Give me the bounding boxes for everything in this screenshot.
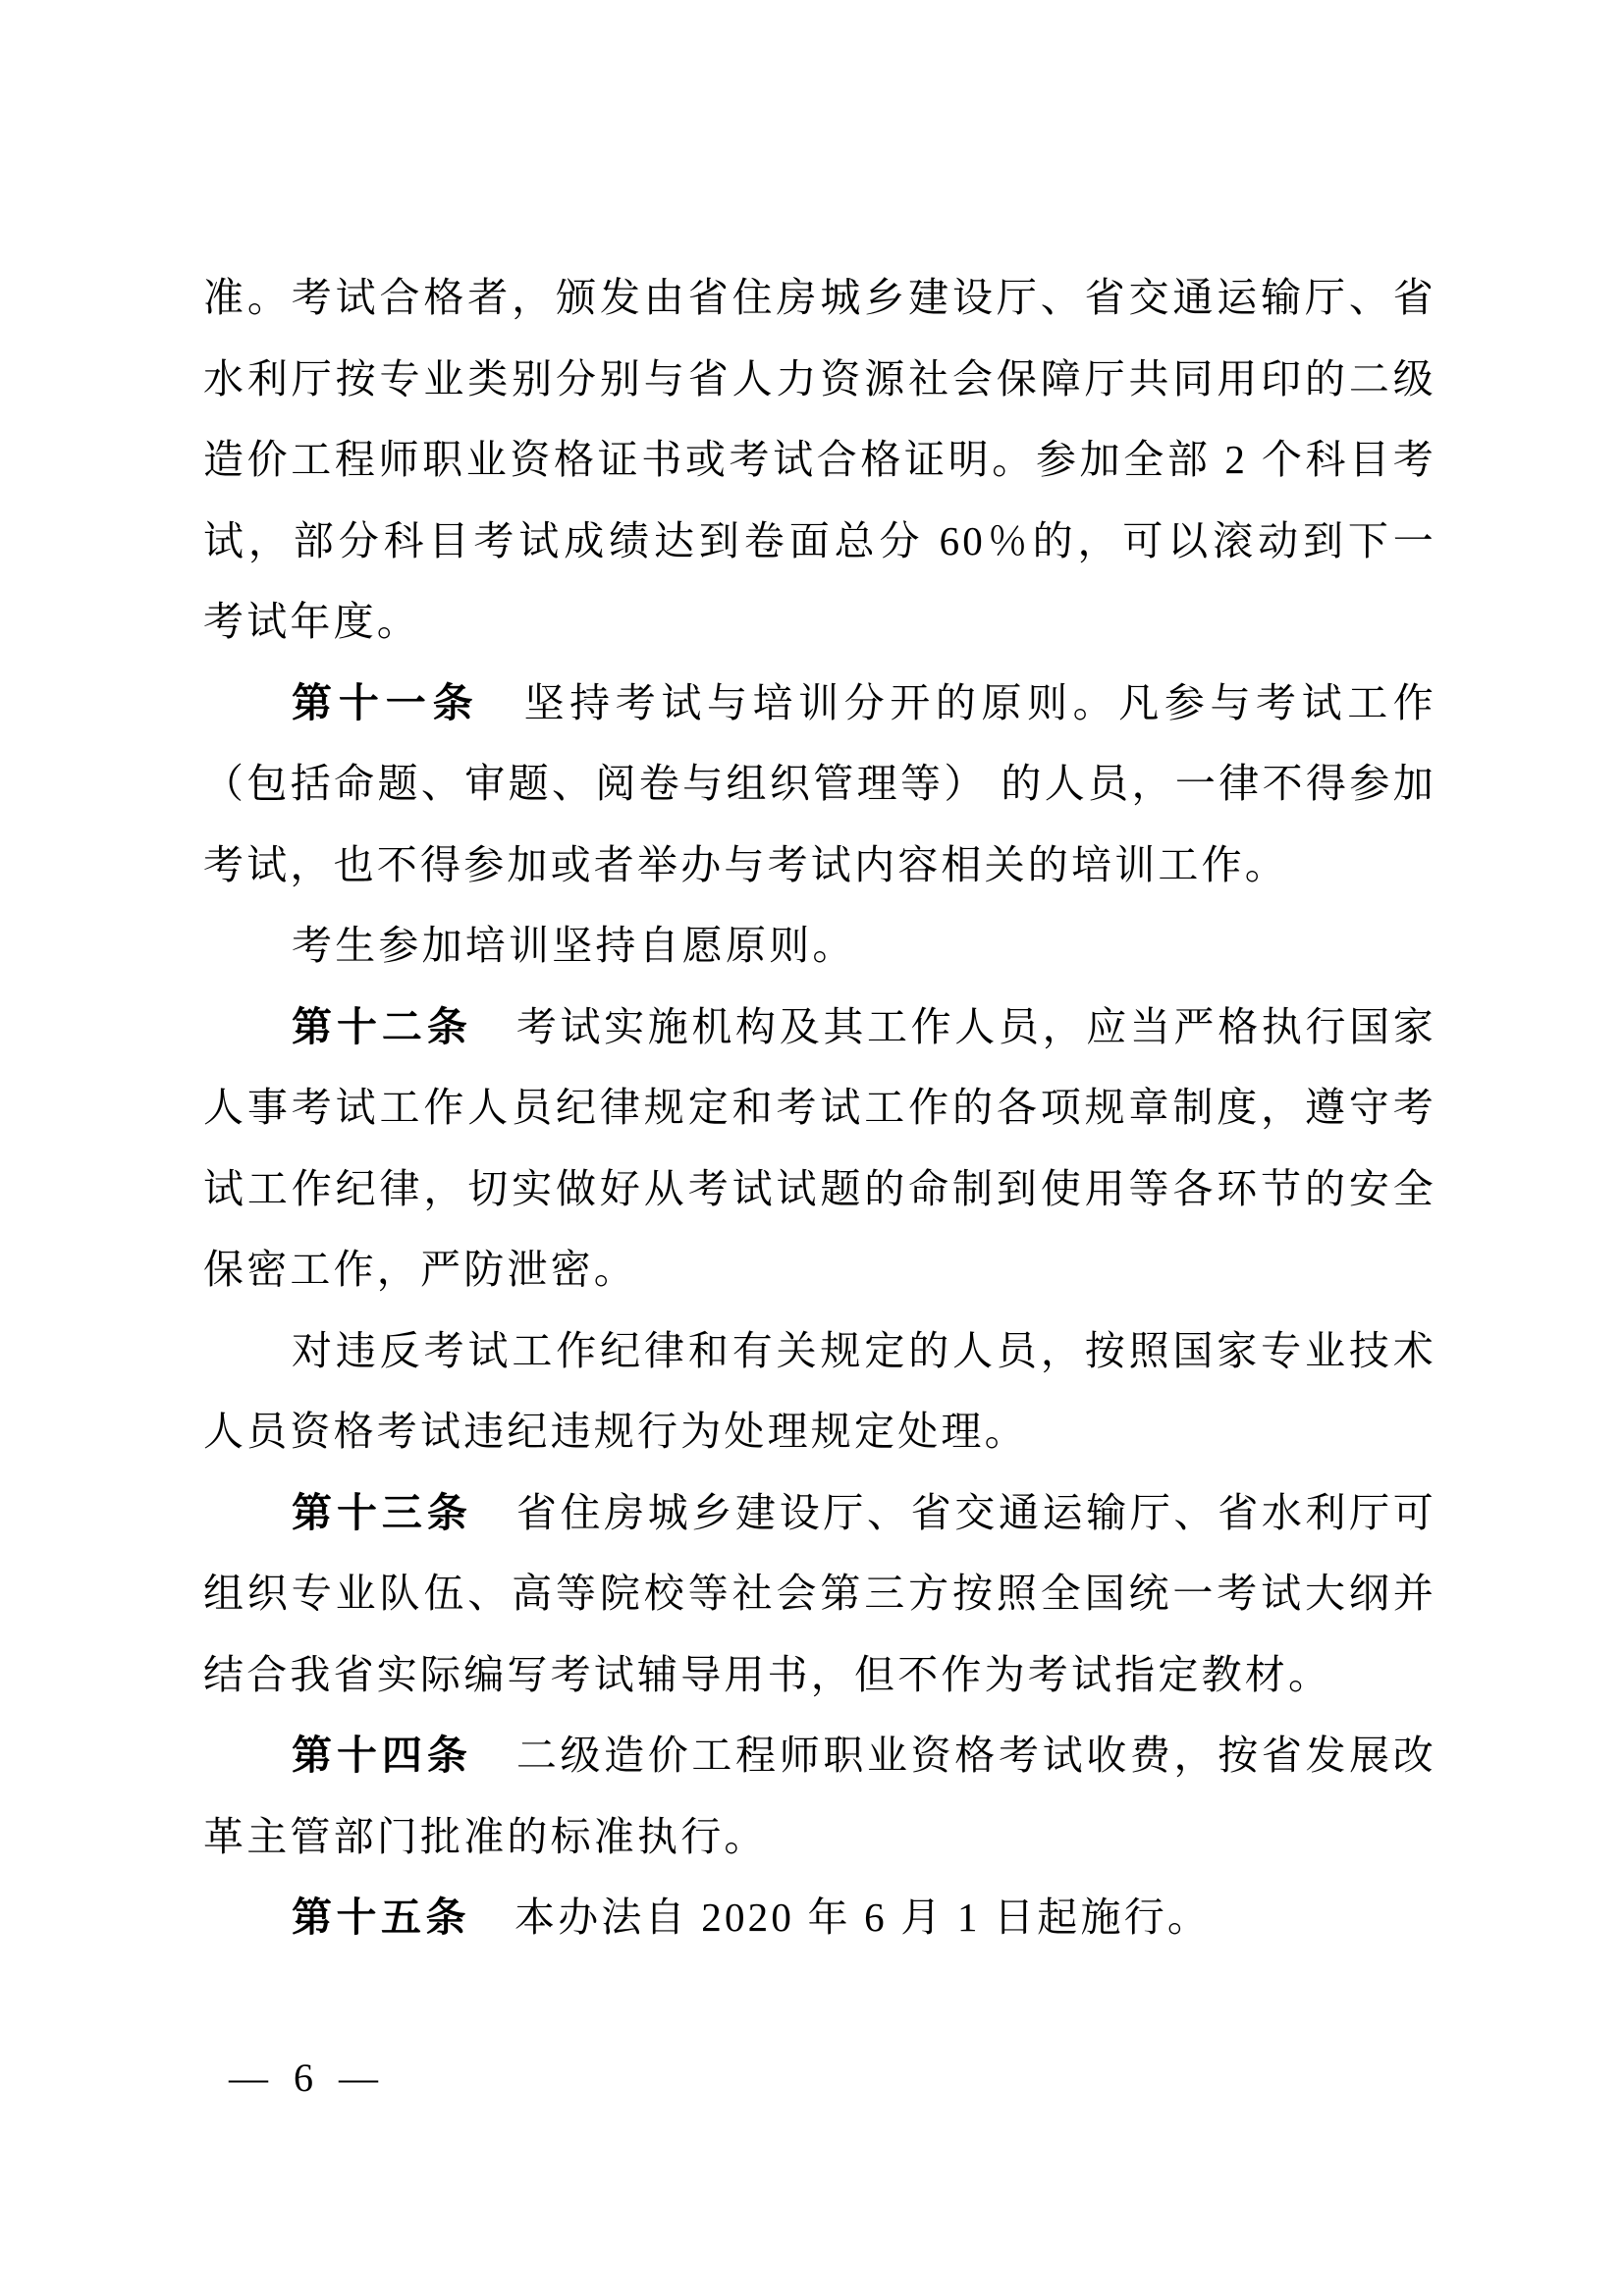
document-line (203, 1472, 1436, 1554)
document-line (203, 1553, 1436, 1634)
line-text: 考生参加培训坚持自愿原则。 (292, 923, 856, 968)
line-text: 本办法自 2020 年 6 月 1 日起施行。 (514, 1895, 1212, 1940)
article-number-label: 第十一条 (292, 679, 480, 725)
document-line (203, 1229, 1436, 1310)
document-line (203, 419, 1436, 501)
line-text: 人事考试工作人员纪律规定和考试工作的各项规章制度，遵守考 (203, 1085, 1436, 1130)
text-block (203, 257, 1436, 1958)
line-text: 考试年度。 (203, 599, 420, 644)
line-text: 坚持考试与培训分开的原则。凡参与考试工作 (523, 679, 1436, 725)
article-number-label: 第十三条 (292, 1489, 472, 1535)
document-line (203, 1715, 1436, 1796)
document-line (203, 905, 1436, 987)
document-line (203, 1634, 1436, 1716)
document-line (203, 339, 1436, 420)
article-number-label: 第十二条 (292, 1003, 472, 1049)
line-text: 二级造价工程师职业资格考试收费，按省发展改 (515, 1733, 1436, 1778)
document-line (203, 1148, 1436, 1230)
line-text: 水利厅按专业类别分别与省人力资源社会保障厅共同用印的二级 (203, 355, 1436, 401)
document-line (203, 825, 1436, 906)
document-line (203, 1877, 1436, 1958)
line-text: 试，部分科目考试成绩达到卷面总分 60％的，可以滚动到下一 (203, 517, 1436, 563)
document-line (203, 1067, 1436, 1148)
line-text: 考试，也不得参加或者举办与考试内容相关的培训工作。 (203, 841, 1288, 887)
document-line (203, 501, 1436, 582)
line-text: 结合我省实际编写考试辅导用书，但不作为考试指定教材。 (203, 1651, 1332, 1697)
page-number: — 6 — (229, 2056, 378, 2100)
document-line (203, 1391, 1436, 1472)
document-line (203, 257, 1436, 339)
document-line (203, 663, 1436, 744)
line-text: 对违反考试工作纪律和有关规定的人员，按照国家专业技术 (292, 1327, 1436, 1373)
line-text: 试工作纪律，切实做好从考试试题的命制到使用等各环节的安全 (203, 1165, 1436, 1211)
line-text: 保密工作，严防泄密。 (203, 1247, 637, 1292)
line-text: 省住房城乡建设厅、省交通运输厅、省水利厅可 (515, 1489, 1436, 1535)
article-number-label: 第十四条 (292, 1733, 472, 1778)
line-text: 考试实施机构及其工作人员，应当严格执行国家 (515, 1003, 1436, 1049)
document-line (203, 581, 1436, 663)
document-line (203, 1796, 1436, 1878)
document-line (203, 743, 1436, 825)
article-number-label: 第十五条 (292, 1895, 470, 1940)
document-line (203, 987, 1436, 1068)
line-text: 准。考试合格者，颁发由省住房城乡建设厅、省交通运输厅、省 (203, 275, 1436, 320)
line-text: 造价工程师职业资格证书或考试合格证明。参加全部 2 个科目考 (203, 437, 1436, 482)
line-text: 组织专业队伍、高等院校等社会第三方按照全国统一考试大纲并 (203, 1571, 1436, 1616)
line-text: （包括命题、审题、阅卷与组织管理等） 的人员，一律不得参加 (203, 761, 1436, 806)
document-line (203, 1310, 1436, 1392)
line-text: 革主管部门批准的标准执行。 (203, 1813, 768, 1859)
line-text: 人员资格考试违纪违规行为处理规定处理。 (203, 1409, 1028, 1454)
